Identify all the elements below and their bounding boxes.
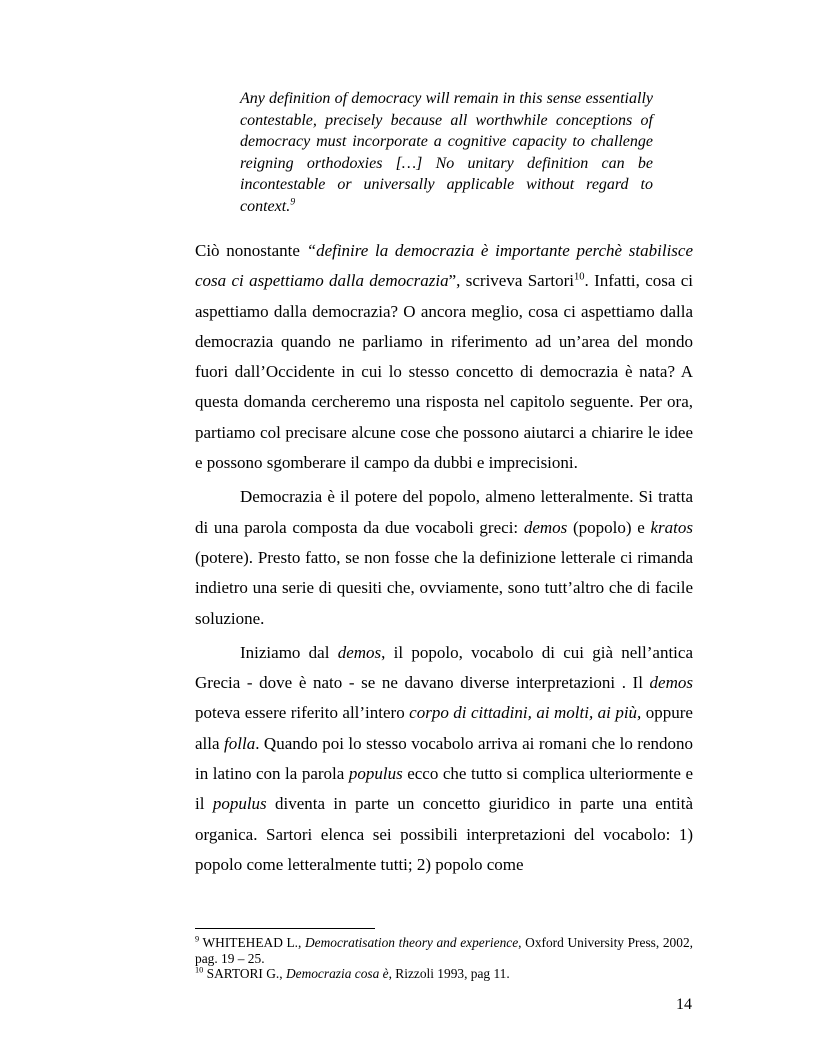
page-number: 14 — [676, 996, 692, 1013]
p3-text-c: poteva essere riferito all’intero — [195, 703, 410, 723]
p3-term-corpo: corpo di cittadini, ai molti, ai più, — [409, 703, 642, 723]
p3-term-populus: populus — [212, 794, 267, 814]
p3-term-demos: demos — [649, 673, 693, 693]
p3-text-f: ecco che tutto si complica ulteriormente e il — [195, 764, 693, 814]
footnote-details: , Oxford University Press, 2002, pag. 19 – 25. — [195, 935, 693, 966]
p1-rest: . Infatti, cosa ci aspettiamo dalla democrazia? O ancora meglio, cosa ci aspettiamo dalla democrazia quando ne parliamo in riferimento ad un’area del mondo fuori dall’Occidente in cui lo stesso concetto di democrazia è nata? A questa domanda cercheremo una risposta nel capitolo seguente. Per ora, partiamo col precisare alcune cose che possono aiutarci a chiarire le idee e possono sgomberare il campo da dubbi e imprecisioni. — [195, 271, 694, 473]
paragraph-1 — [195, 236, 693, 478]
p3-text-a: Iniziamo dal — [240, 642, 338, 662]
footnote-details: , Rizzoli 1993, pag 11. — [388, 966, 510, 981]
footnotes — [195, 935, 693, 982]
block-quote — [240, 88, 653, 218]
p2-text-c: (potere). Presto fatto, se non fosse che la definizione letterale ci rimanda indietro una serie di quesiti che, ovviamente, sono tutt’altro che di facile soluzione. — [195, 547, 693, 628]
footnote-title: Democrazia cosa è — [285, 966, 389, 981]
footnote-10 — [195, 966, 693, 982]
footnote-ref-10: 10 — [573, 271, 585, 283]
footnote-title: Democratisation theory and experience — [305, 935, 519, 950]
p3-text-e: . Quando poi lo stesso vocabolo arriva ai romani che lo rendono in latino con la parola — [195, 733, 694, 784]
quote-text: Any definition of democracy will remain in this sense essentially contestable, precisely because all worthwhile conceptions of democracy must incorporate a cognitive capacity to challenge reigning orthodoxies […] No unitary definition can be incontestable or universally applicable without regard to context. — [240, 90, 653, 215]
paragraph-2 — [195, 482, 693, 633]
footnote-separator — [195, 928, 375, 929]
footnote-number: 10 — [195, 965, 204, 975]
footnote-author: SARTORI G., — [203, 966, 286, 981]
p3-term-populus: populus — [348, 764, 403, 784]
footnote-ref-9: 9 — [290, 196, 296, 208]
footnote-author: WHITEHEAD L., — [199, 935, 305, 950]
main-text — [195, 236, 693, 880]
p1-lead: Ciò nonostante — [195, 241, 307, 260]
p3-text-d: oppure alla — [195, 703, 693, 753]
p3-term-folla: folla — [224, 733, 256, 753]
footnote-number: 9 — [195, 934, 200, 944]
p2-term-kratos: kratos — [650, 517, 693, 537]
p1-attribution: ”, scriveva Sartori — [448, 271, 574, 291]
paragraph-3 — [195, 638, 693, 880]
footnote-9 — [195, 935, 693, 966]
p1-sartori-quote: “definire la democrazia è importante perchè stabilisce cosa ci aspettiamo dalla democrazia — [195, 241, 694, 291]
p3-text-g: diventa in parte un concetto giuridico in parte una entità organica. Sartori elenca sei possibili interpretazioni del vocabolo: 1) popolo come letteralmente tutti; 2) popolo come — [195, 794, 693, 874]
p3-term-demos: demos — [337, 642, 382, 662]
p3-text-b: , il popolo, vocabolo di cui già nell’antica Grecia - dove è nato - se ne davano diverse interpretazioni . Il — [195, 642, 693, 693]
p2-text-a: Democrazia è il potere del popolo, almeno letteralmente. Si tratta di una parola composta da due vocaboli greci: — [195, 487, 693, 537]
p2-term-demos: demos — [523, 517, 568, 537]
p2-text-b: (popolo) e — [567, 517, 651, 537]
